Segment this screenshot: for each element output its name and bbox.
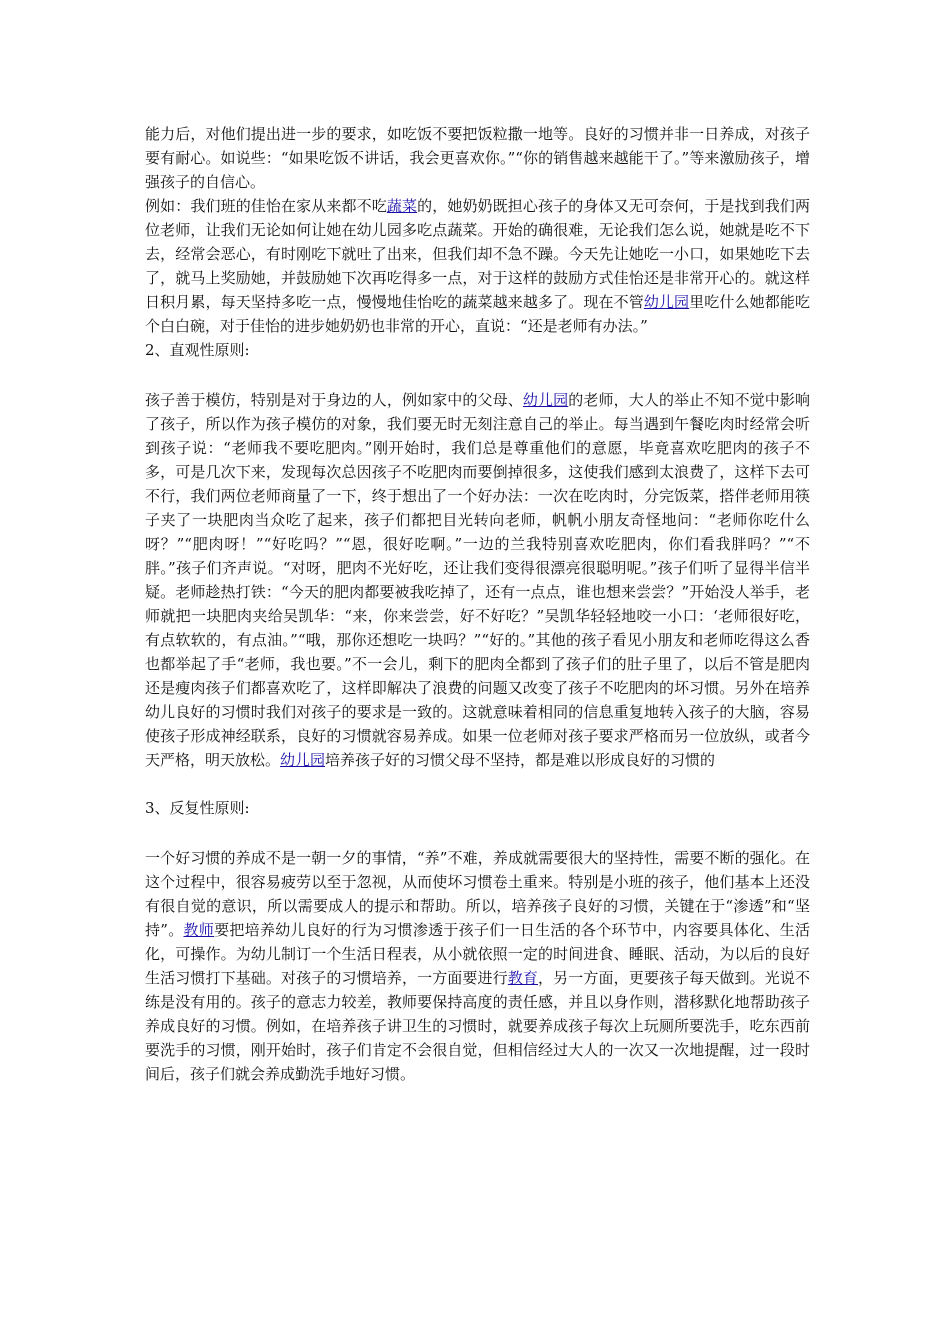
paragraph-text: 能力后，对他们提出进一步的要求，如吃饭不要把饭粒撒一地等。良好的习惯并非一日养成，对孩子要有耐心。如说些：“如果吃饭不讲话，我会更喜欢你。”“你的销售越来越能干了。”等来激励孩子，增强孩子的自信心。 (145, 125, 810, 191)
link-kindergarten[interactable]: 幼儿园 (280, 751, 326, 769)
paragraph-text: 的，她奶奶既担心孩子的身体又无可奈何，于是找到我们两位老师，让我们无论如何让她在幼儿园多吃点蔬菜。开始的确很难，无论我们怎么说，她就是吃不下去，经常会恶心，有时刚吃下就吐了出来，但我们却不急不躁。今天先让她吃一小口，如果她吃下去了，就马上奖励她，并鼓励她下次再吃得多一点，对于这样的鼓励方式佳怡还是非常开心的。就这样日积月累，每天坚持多吃一点，慢慢地佳怡吃的蔬菜越来越多了。现在不管 (145, 197, 810, 311)
spacer (145, 362, 810, 388)
paragraph-imitation (145, 388, 810, 772)
spacer (145, 772, 810, 796)
paragraph-text: 一个好习惯的养成不是一朝一夕的事情，“养”不难，养成就需要很大的坚持性，需要不断的强化。在这个过程中，很容易疲劳以至于忽视，从而使坏习惯卷土重来。特别是小班的孩子，他们基本上还没有很自觉的意识，所以需要成人的提示和帮助。所以，培养孩子良好的习惯，关键在于“渗透”和“坚持”。 (145, 849, 810, 939)
spacer (145, 820, 810, 846)
link-kindergarten[interactable]: 幼儿园 (522, 391, 569, 409)
link-teacher[interactable]: 教师 (183, 921, 215, 939)
section-heading-repetition: 3、反复性原则: (145, 799, 250, 817)
paragraph-text: 里吃什么她都能吃个白白碗，对于佳怡的进步她奶奶也非常的开心，直说：“还是老师有办法。” (145, 293, 810, 335)
paragraph-text: 孩子善于模仿，特别是对于身边的人，例如家中的父母、 (145, 391, 523, 409)
paragraph-example-vegetables (145, 194, 810, 338)
link-kindergarten[interactable]: 幼儿园 (643, 293, 690, 311)
paragraph-text: ，另一方面，更要孩子每天做到。光说不练是没有用的。孩子的意志力较差，教师要保持高度的责任感，并且以身作则，潜移默化地帮助孩子养成良好的习惯。例如，在培养孩子讲卫生的习惯时，就要养成孩子每次上玩厕所要洗手，吃东西前要洗手的习惯，刚开始时，孩子们肯定不会很自觉，但相信经过大人的一次又一次地提醒，过一段时间后，孩子们就会养成勤洗手地好习惯。 (145, 969, 810, 1083)
paragraph-encouragement (145, 122, 810, 194)
paragraph-text: 要把培养幼儿良好的行为习惯渗透于孩子们一日生活的各个环节中，内容要具体化、生活化，可操作。为幼儿制订一个生活日程表，从小就依照一定的时间进食、睡眠、活动，为以后的良好生活习惯打下基础。对孩子的习惯培养，一方面要进行 (145, 921, 810, 987)
link-education[interactable]: 教育 (507, 969, 539, 987)
paragraph-persistence (145, 846, 810, 1086)
paragraph-text: 培养孩子好的习惯父母不坚持，都是难以形成良好的习惯的 (325, 751, 716, 769)
link-vegetables[interactable]: 蔬菜 (386, 197, 418, 215)
paragraph-text: 的老师，大人的举止不知不觉中影响了孩子，所以作为孩子模仿的对象，我们要无时无刻注意自己的举止。每当遇到午餐吃肉时经常会听到孩子说：“老师我不要吃肥肉。”刚开始时，我们总是尊重他们的意愿，毕竟喜欢吃肥肉的孩子不多，可是几次下来，发现每次总因孩子不吃肥肉而要倒掉很多，这使我们感到太浪费了，这样下去可不行，我们两位老师商量了一下，终于想出了一个好办法：一次在吃肉时，分完饭菜，搭伴老师用筷子夹了一块肥肉当众吃了起来，孩子们都把目光转向老师，帆帆小朋友奇怪地问：“老师你吃什么呀？”“肥肉呀！”“好吃吗？”“恩，很好吃啊。”一边的兰我特别喜欢吃肥肉，你们看我胖吗？”“不胖。”孩子们齐声说。“对呀，肥肉不光好吃，还让我们变得很漂亮很聪明呢。”孩子们听了显得半信半疑。老师趁热打铁：“今天的肥肉都要被我吃掉了，还有一点点，谁也想来尝尝？”开始没人举手，老师就把一块肥肉夹给吴凯华：“来，你来尝尝，好不好吃？”吴凯华轻轻地咬一小口：‘老师很好吃，有点软软的，有点油。”“哦，那你还想吃一块吗？”“好的。”其他的孩子看见小朋友和老师吃得这么香也都举起了手“老师，我也要。”不一会儿，剩下的肥肉全都到了孩子们的肚子里了，以后不管是肥肉还是瘦肉孩子们都喜欢吃了，这样即解决了浪费的问题又改变了孩子不吃肥肉的坏习惯。另外在培养幼儿良好的习惯时我们对孩子的要求是一致的。这就意味着相同的信息重复地转入孩子的大脑，容易使孩子形成神经联系，良好的习惯就容易养成。如果一位老师对孩子要求严格而另一位放纵，或者今天严格，明天放松。 (145, 391, 810, 769)
section-heading-intuitive: 2、直观性原则: (145, 341, 250, 359)
document-body (145, 122, 810, 1086)
paragraph-text: 例如：我们班的佳怡在家从来都不吃 (145, 197, 387, 215)
